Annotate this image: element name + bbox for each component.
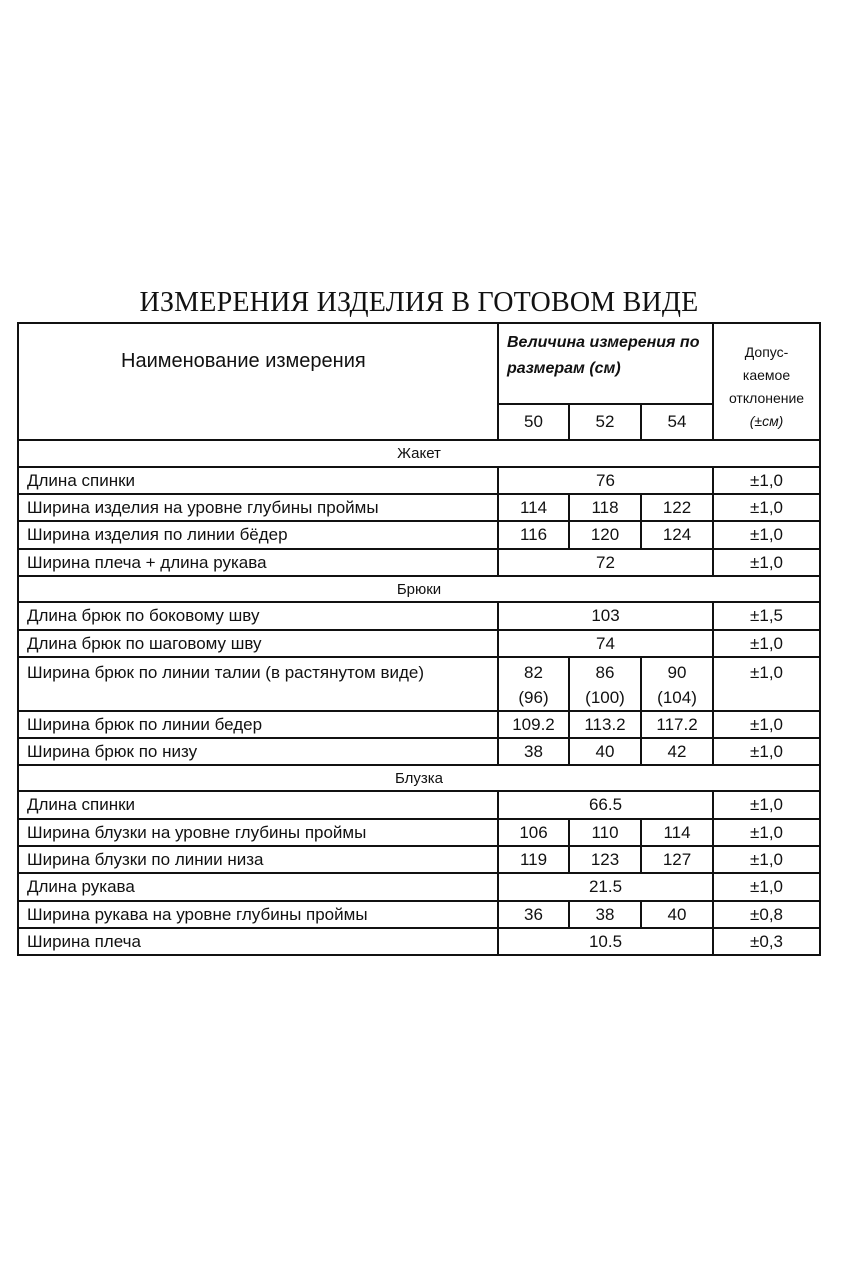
row-value-50: 119 — [498, 846, 569, 873]
row-name: Ширина брюк по линии бедер — [18, 711, 498, 738]
row-value-50: 38 — [498, 738, 569, 765]
row-tolerance: ±1,0 — [713, 819, 820, 846]
row-value-all-sizes: 74 — [498, 630, 713, 657]
section-row — [18, 765, 820, 791]
row-value-all-sizes: 103 — [498, 602, 713, 630]
row-value-52: 123 — [569, 846, 641, 873]
table-row — [18, 791, 820, 819]
row-value-all-sizes: 10.5 — [498, 928, 713, 955]
row-tolerance: ±1,0 — [713, 846, 820, 873]
table-row — [18, 928, 820, 955]
header-name-cell — [18, 323, 498, 440]
table-row — [18, 846, 820, 873]
row-value-50: 109.2 — [498, 711, 569, 738]
value-main: 90 — [667, 663, 687, 682]
row-name: Ширина изделия по линии бёдер — [18, 521, 498, 549]
row-value-54: 42 — [641, 738, 713, 765]
header-tolerance-line4: (±см) — [749, 412, 784, 429]
value-secondary: (100) — [585, 688, 625, 707]
row-value-all-sizes: 72 — [498, 549, 713, 576]
header-sizes-label-line2: размерам (см) — [507, 360, 621, 377]
header-sizes-label-line1: Величина измерения по — [507, 334, 700, 351]
table-row — [18, 901, 820, 928]
table-row — [18, 657, 820, 711]
header-tolerance-line2: каемое — [742, 366, 791, 383]
section-trousers: Брюки — [18, 576, 820, 602]
size-50-header: 50 — [498, 404, 569, 440]
row-value-52: 110 — [569, 819, 641, 846]
value-secondary: (96) — [518, 688, 549, 707]
row-value-54: 114 — [641, 819, 713, 846]
row-value-54: 40 — [641, 901, 713, 928]
table-row — [18, 494, 820, 521]
section-row — [18, 576, 820, 602]
row-tolerance: ±1,0 — [713, 738, 820, 765]
header-tolerance-cell — [713, 323, 820, 440]
measurements-table — [17, 322, 821, 956]
header-tolerance-line1: Допус- — [744, 343, 789, 360]
page-title: ИЗМЕРЕНИЯ ИЗДЕЛИЯ В ГОТОВОМ ВИДЕ — [139, 287, 699, 318]
table-row — [18, 738, 820, 765]
row-value-54: 127 — [641, 846, 713, 873]
row-value-all-sizes: 21.5 — [498, 873, 713, 901]
value-secondary: (104) — [657, 688, 697, 707]
table-row — [18, 873, 820, 901]
row-name: Ширина изделия на уровне глубины проймы — [18, 494, 498, 521]
row-tolerance: ±1,0 — [713, 467, 820, 494]
row-name: Ширина плеча + длина рукава — [18, 549, 498, 576]
size-54-header: 54 — [641, 404, 713, 440]
row-name: Ширина рукава на уровне глубины проймы — [18, 901, 498, 928]
table-row — [18, 819, 820, 846]
row-value-50: 114 — [498, 494, 569, 521]
row-name: Длина брюк по шаговому шву — [18, 630, 498, 657]
row-tolerance: ±1,0 — [713, 711, 820, 738]
row-name: Ширина блузки по линии низа — [18, 846, 498, 873]
row-tolerance: ±1,0 — [713, 549, 820, 576]
row-tolerance: ±1,0 — [713, 521, 820, 549]
row-name: Длина брюк по боковому шву — [18, 602, 498, 630]
row-tolerance: ±1,0 — [713, 657, 820, 711]
table-row — [18, 467, 820, 494]
row-value-52: 40 — [569, 738, 641, 765]
value-main: 82 — [524, 663, 543, 682]
table-row — [18, 521, 820, 549]
header-sizes-cell — [498, 323, 713, 404]
header-name-label: Наименование измерения — [121, 350, 366, 372]
row-tolerance: ±1,0 — [713, 494, 820, 521]
row-value-50: 106 — [498, 819, 569, 846]
section-row — [18, 440, 820, 467]
row-value-54: 124 — [641, 521, 713, 549]
table-row — [18, 711, 820, 738]
row-tolerance: ±0,3 — [713, 928, 820, 955]
size-52-header: 52 — [569, 404, 641, 440]
table-row — [18, 630, 820, 657]
row-value-52 — [569, 657, 641, 711]
table-header-row — [18, 323, 820, 404]
row-value-50 — [498, 657, 569, 711]
header-tolerance-line3: отклонение — [728, 389, 805, 406]
row-name: Ширина блузки на уровне глубины проймы — [18, 819, 498, 846]
row-name: Ширина плеча — [18, 928, 498, 955]
row-value-50: 36 — [498, 901, 569, 928]
row-name: Длина спинки — [18, 791, 498, 819]
row-value-52: 120 — [569, 521, 641, 549]
row-value-52: 118 — [569, 494, 641, 521]
row-tolerance: ±1,0 — [713, 791, 820, 819]
row-name: Ширина брюк по низу — [18, 738, 498, 765]
row-value-54 — [641, 657, 713, 711]
row-name: Длина рукава — [18, 873, 498, 901]
value-main: 86 — [595, 663, 615, 682]
row-tolerance: ±1,0 — [713, 873, 820, 901]
row-tolerance: ±1,0 — [713, 630, 820, 657]
table-row — [18, 549, 820, 576]
row-name: Длина спинки — [18, 467, 498, 494]
row-value-52: 113.2 — [569, 711, 641, 738]
row-value-52: 38 — [569, 901, 641, 928]
row-tolerance: ±0,8 — [713, 901, 820, 928]
row-value-54: 117.2 — [641, 711, 713, 738]
section-blouse: Блузка — [18, 765, 820, 791]
row-name: Ширина брюк по линии талии (в растянутом виде) — [18, 657, 498, 711]
table-row — [18, 602, 820, 630]
row-value-54: 122 — [641, 494, 713, 521]
section-jacket: Жакет — [18, 440, 820, 467]
row-value-all-sizes: 76 — [498, 467, 713, 494]
row-value-50: 116 — [498, 521, 569, 549]
row-tolerance: ±1,5 — [713, 602, 820, 630]
row-value-all-sizes: 66.5 — [498, 791, 713, 819]
